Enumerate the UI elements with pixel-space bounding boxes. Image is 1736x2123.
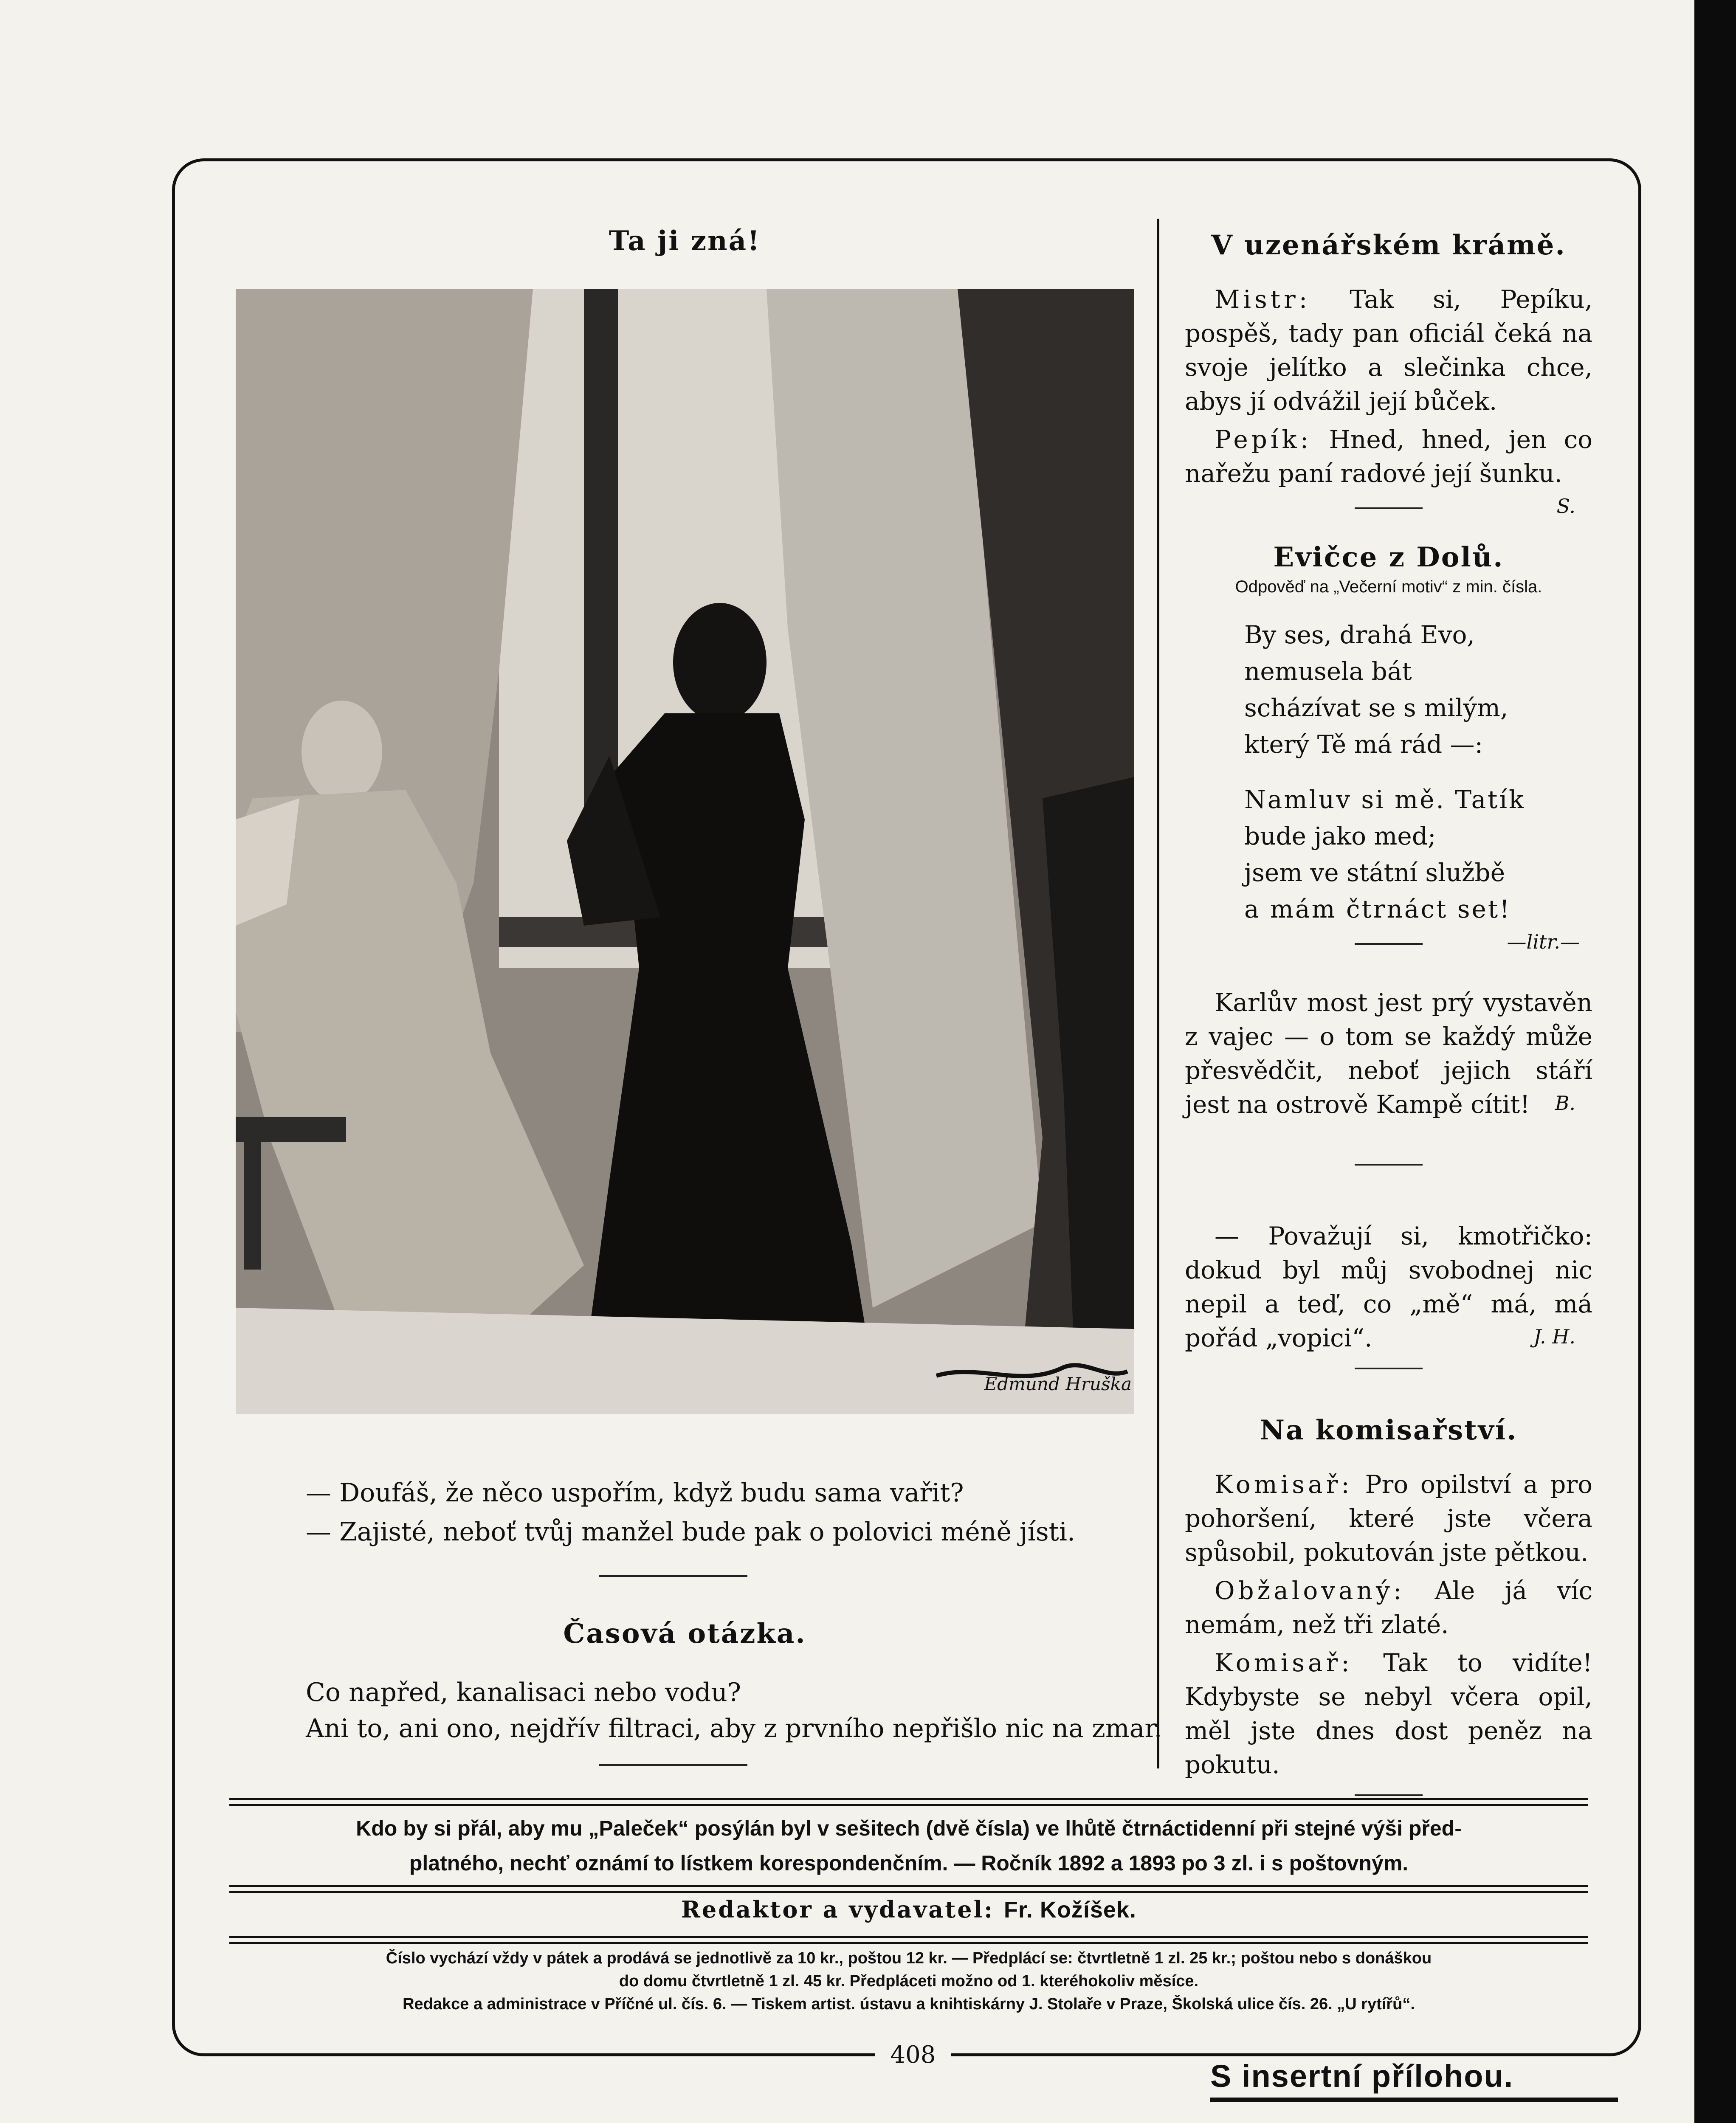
editor-name: Fr. Kožíšek.	[1003, 1897, 1136, 1923]
illustration-signature: Edmund Hruška	[984, 1374, 1132, 1394]
speaker-name: Komisař:	[1215, 1648, 1353, 1677]
cartoon-title: Ta ji zná!	[609, 225, 761, 257]
kmotricko-paragraph: — Považují si, kmotřičko: dokud byl můj svobodnej nic nepil a teď, co „mě“ má, má pořád „vopici“.	[1185, 1222, 1592, 1352]
publication-info-line-1: Číslo vychází vždy v pátek a prodává se jednotlivě za 10 kr., poštou 12 kr. — Předplácí se: čtvrtletně 1 zl. 25 kr.; poštou nebo s donáškou	[386, 1949, 1432, 1967]
separator-rule	[1355, 1368, 1423, 1369]
editor-line	[229, 1896, 1588, 1923]
separator-rule	[1355, 943, 1423, 945]
separator-rule	[1355, 507, 1423, 509]
casova-title: Časová otázka.	[563, 1618, 806, 1650]
casova-line-1: Co napřed, kanalisaci nebo vodu?	[306, 1678, 741, 1707]
uzenar-text-2: Hned, hned, jen co nařežu paní radové její šunku.	[1185, 425, 1593, 488]
separator-rule	[1355, 1164, 1423, 1166]
speaker-name: Mistr:	[1215, 285, 1311, 314]
speaker-name: Pepík:	[1215, 425, 1312, 454]
insert-note: S insertní přílohou.	[1210, 2055, 1618, 2102]
publication-info-line-2: do domu čtvrtletně 1 zl. 45 kr. Předpláceti možno od 1. kteréhokoliv měsíce.	[619, 1972, 1199, 1990]
komisar-paragraph-2	[1185, 1574, 1592, 1642]
poem-line: bude jako med;	[1244, 822, 1436, 850]
subscription-notice	[229, 1811, 1588, 1881]
poem-line: scházívat se s milým,	[1244, 693, 1508, 722]
karluv-footer	[1185, 1092, 1592, 1189]
komisar-text-2: Ale já víc nemám, než tři zlaté.	[1185, 1576, 1593, 1639]
uzenar-text-1: Tak si, Pepíku, pospěš, tady pan oficiál čeká na svoje jelítko a slečinka chce, abys jí odvážil její bůček.	[1185, 285, 1593, 416]
subscription-notice-line-1: Kdo by si přál, aby mu „Paleček“ posýlán byl v sešitech (dvě čísla) ve lhůtě čtrnáctidenní při stejné výši před-	[356, 1816, 1462, 1840]
poem-line: nemusela bát	[1244, 657, 1412, 686]
evicka-title: Evičce z Dolů.	[1273, 541, 1504, 573]
uzenar-title: V uzenářském krámě.	[1211, 229, 1566, 261]
subscription-notice-line-2: platného, nechť oznámí to lístkem korespondenčním. — Ročník 1892 a 1893 po 3 zl. i s poštovným.	[409, 1851, 1409, 1875]
uzenar-paragraph-2	[1185, 422, 1592, 490]
komisar-text-1: Pro opilství a pro pohoršení, které jste včera spůsobil, pokutován jste pětkou.	[1185, 1470, 1593, 1567]
speaker-name: Obžalovaný:	[1215, 1576, 1405, 1605]
publication-info	[229, 1947, 1588, 2016]
poem-line: By ses, drahá Evo,	[1244, 620, 1475, 649]
page-number: 408	[875, 2038, 951, 2072]
evicka-footer	[1185, 926, 1592, 960]
illustration-drawing	[236, 289, 1134, 1414]
karluv-signature: B.	[1555, 1092, 1575, 1115]
karluv-paragraph: Karlův most jest prý vystavěn z vajec — o tom se každý může přesvědčit, neboť jejich stáří jest na ostrově Kampě cítit!	[1185, 988, 1592, 1119]
kmotricko-signature: J. H.	[1533, 1325, 1575, 1348]
evicka-signature: —litr.—	[1507, 930, 1580, 953]
komisar-title: Na komisařství.	[1260, 1414, 1518, 1446]
separator-rule	[599, 1764, 747, 1766]
speaker-name: Komisař:	[1215, 1470, 1353, 1499]
uzenar-signature: S.	[1556, 495, 1575, 518]
casova-line-2: Ani to, ani ono, nejdřív filtraci, aby z prvního nepřišlo nic na zmar.	[306, 1714, 1162, 1743]
komisar-text-3: Tak to vidíte! Kdybyste se nebyl včera opil, měl jste dnes dost peněz na pokutu.	[1185, 1648, 1592, 1779]
footer-double-rule	[229, 1798, 1588, 1806]
uzenar-paragraph-1	[1185, 282, 1592, 418]
poem-line: který Tě má rád —:	[1244, 730, 1483, 759]
komisar-paragraph-3	[1185, 1646, 1592, 1782]
footer-double-rule	[229, 1936, 1588, 1944]
editor-label: Redaktor a vydavatel:	[681, 1896, 995, 1923]
uzenar-footer	[1185, 490, 1592, 524]
evicka-subtitle: Odpověď na „Večerní motiv“ z min. čísla.	[1235, 577, 1542, 596]
cartoon-illustration	[236, 289, 1134, 1414]
separator-rule	[1355, 1794, 1423, 1796]
dialog-line-1: — Doufáš, že něco uspořím, když budu sama vařit?	[306, 1478, 964, 1508]
poem-line: a mám čtrnáct set!	[1244, 895, 1511, 924]
publication-info-line-3: Redakce a administrace v Příčné ul. čís. 6. — Tiskem artist. ústavu a knihtiskárny J. Stolaře v Praze, Školská ulice čís. 26. „U rytířů“.	[403, 1995, 1415, 2013]
separator-rule	[599, 1575, 747, 1577]
poem	[1244, 618, 1592, 926]
kmotricko-footer	[1185, 1325, 1592, 1385]
komisar-paragraph-1	[1185, 1467, 1592, 1569]
poem-line: Namluv si mě. Tatík	[1244, 785, 1526, 814]
right-column	[1185, 229, 1592, 1807]
dialog-line-2: — Zajisté, neboť tvůj manžel bude pak o polovici méně jísti.	[306, 1517, 1075, 1547]
column-divider	[1157, 219, 1159, 1768]
footer-double-rule	[229, 1885, 1588, 1893]
poem-line: jsem ve státní službě	[1244, 858, 1505, 887]
